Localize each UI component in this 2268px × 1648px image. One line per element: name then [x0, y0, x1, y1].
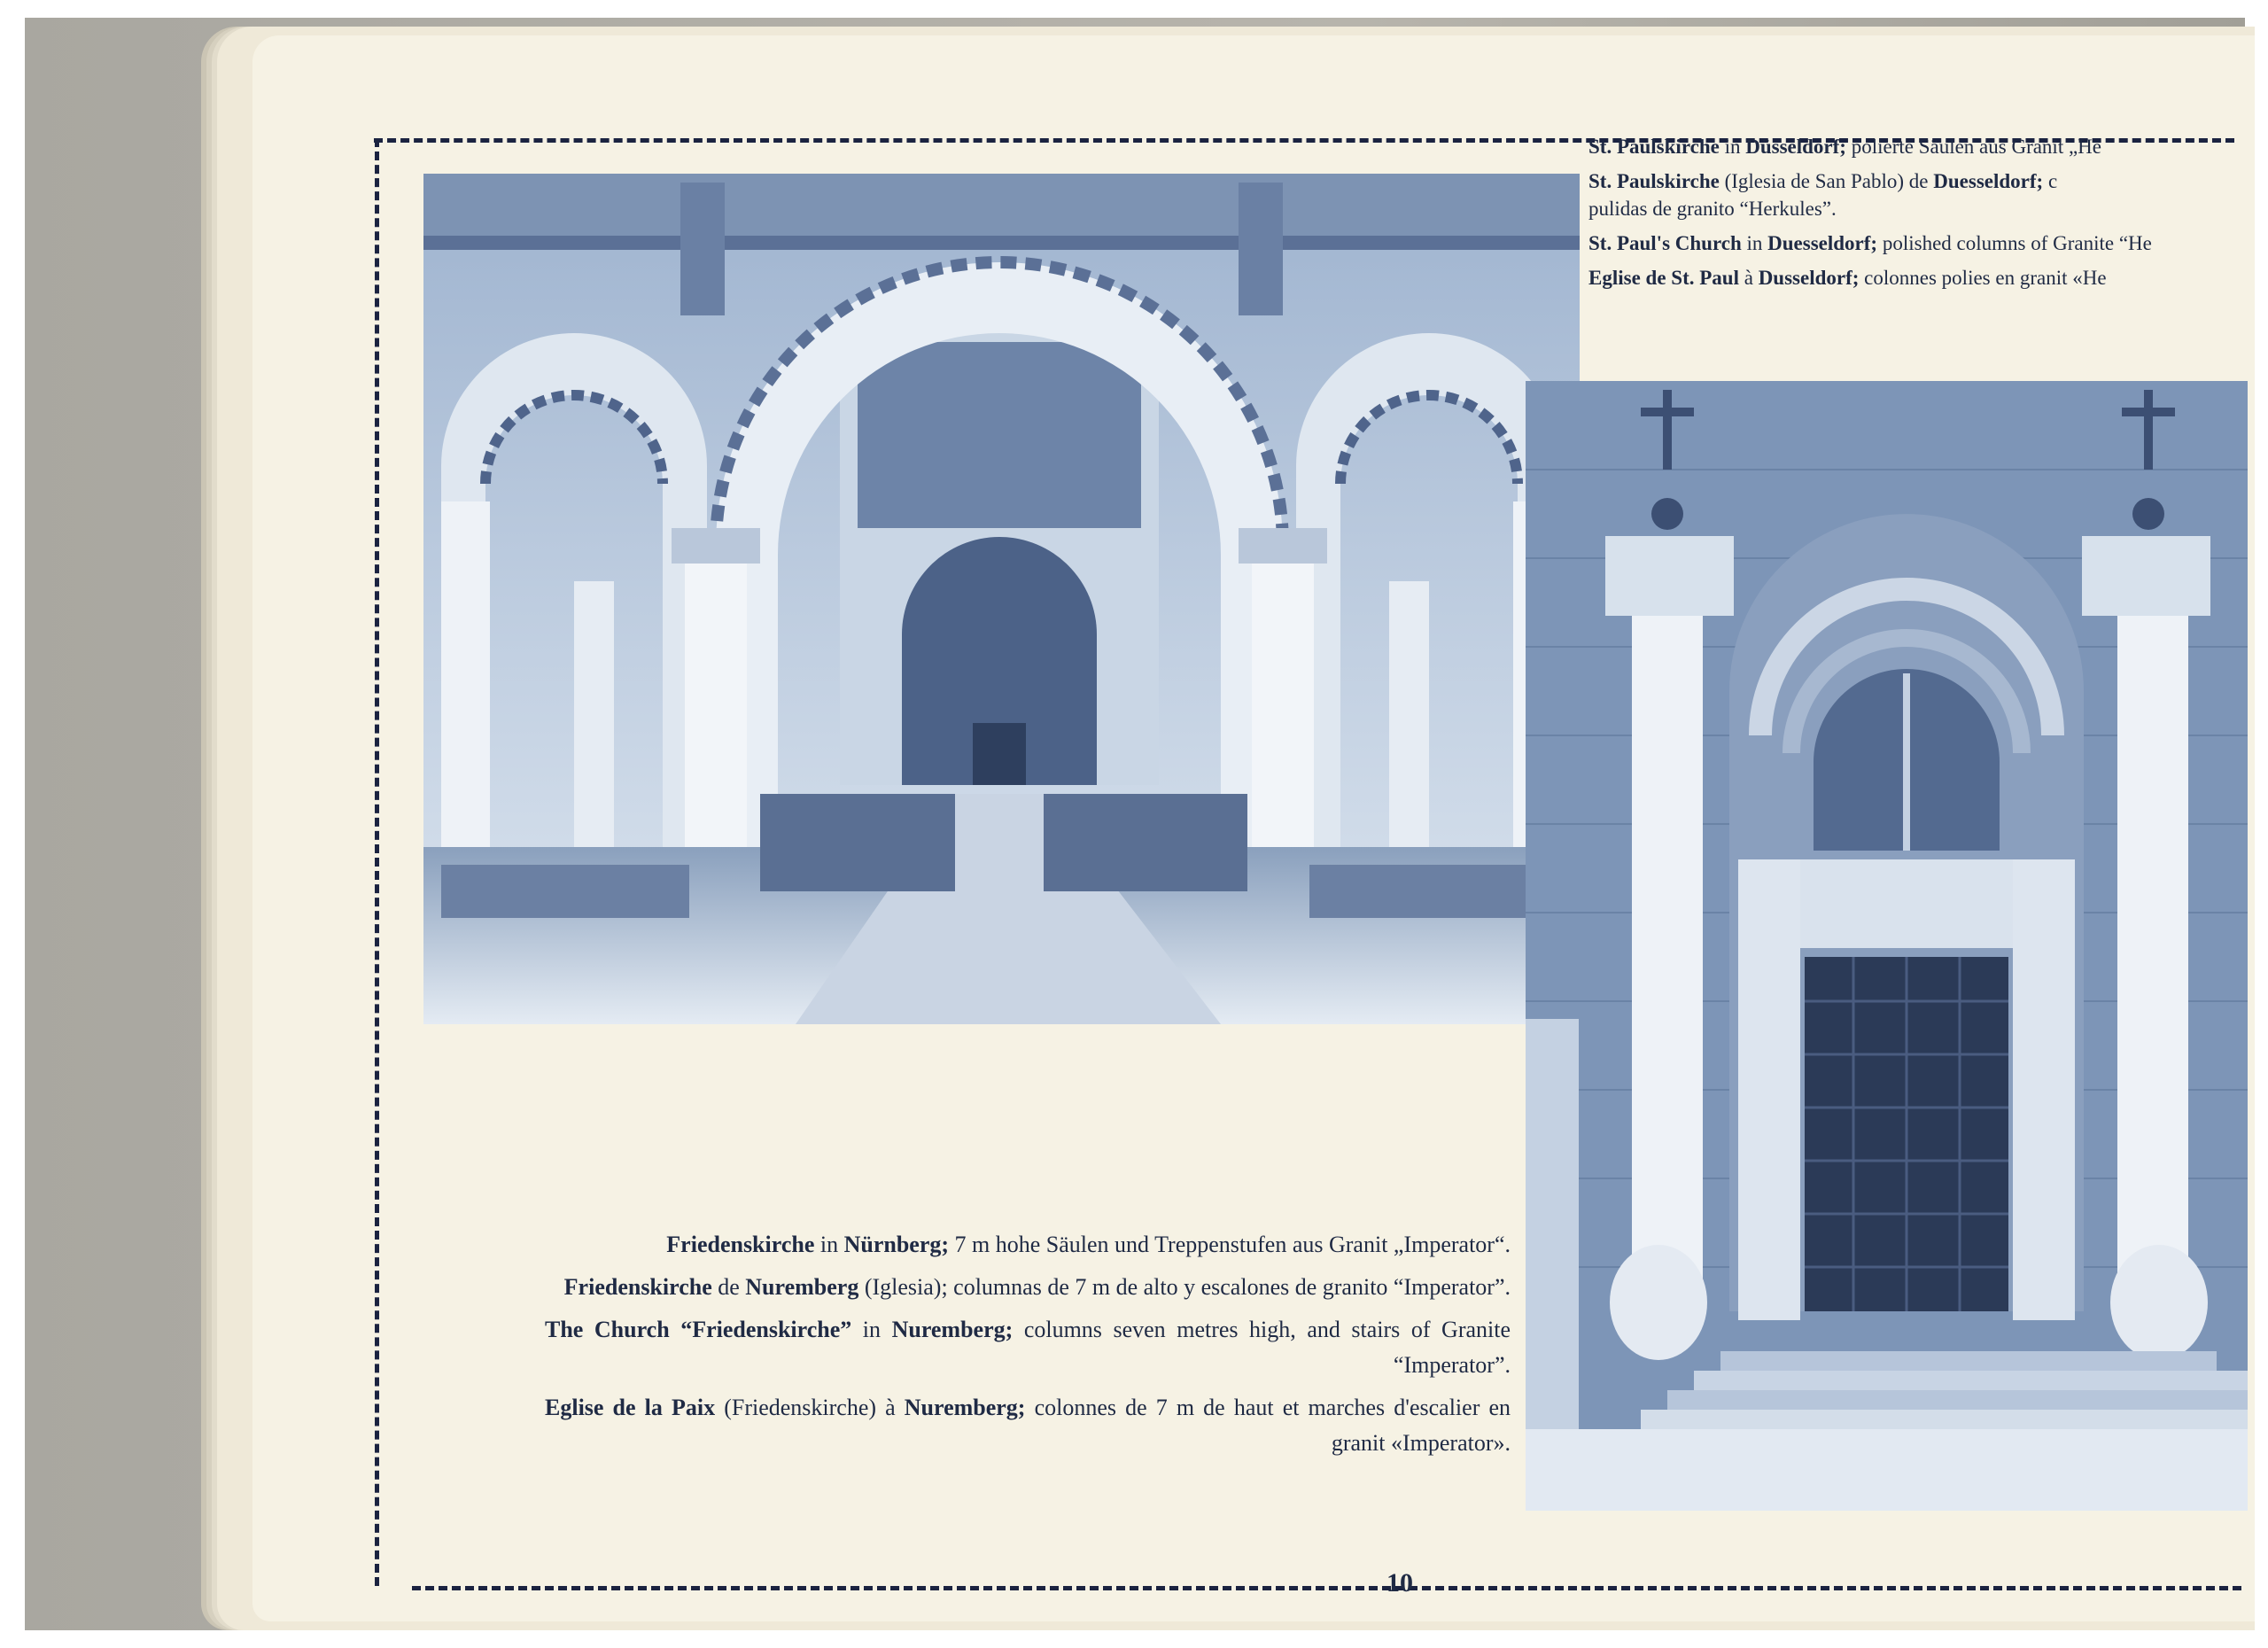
caption-paragraph: The Church “Friedenskirche” in Nuremberg; columns seven metres high, and stairs of Granite “Imperator”. [545, 1317, 1511, 1378]
church-interior-photo [423, 174, 1580, 1024]
caption-friedenskirche [545, 1227, 1511, 1468]
caption-line: St. Paulskirche (Iglesia de San Pablo) de Duesseldorf; c [1588, 170, 2058, 192]
caption-paragraph: Friedenskirche in Nürnberg; 7 m hohe Säulen und Treppenstufen aus Granit „Imperator“. [666, 1232, 1511, 1257]
caption-st-paul [1588, 133, 2262, 299]
caption-line: Eglise de St. Paul à Dusseldorf; colonnes polies en granit «He [1588, 267, 2107, 289]
dash-border-bottom [412, 1586, 2241, 1590]
dash-border-left [375, 138, 379, 1586]
church-portal-photo [1526, 381, 2248, 1511]
caption-line: pulidas de granito “Herkules”. [1588, 198, 1837, 220]
caption-line: St. Paulskirche in Düsseldorf; polierte Säulen aus Granit „He [1588, 136, 2101, 158]
page-number: 10 [1386, 1568, 1413, 1597]
caption-paragraph: Eglise de la Paix (Friedenskirche) à Nuremberg; colonnes de 7 m de haut et marches d'escalier en granit «Imperator». [545, 1395, 1511, 1456]
caption-paragraph: Friedenskirche de Nuremberg (Iglesia); columnas de 7 m de alto y escalones de granito “Imperator”. [563, 1274, 1511, 1300]
caption-line: St. Paul's Church in Duesseldorf; polished columns of Granite “He [1588, 232, 2152, 254]
